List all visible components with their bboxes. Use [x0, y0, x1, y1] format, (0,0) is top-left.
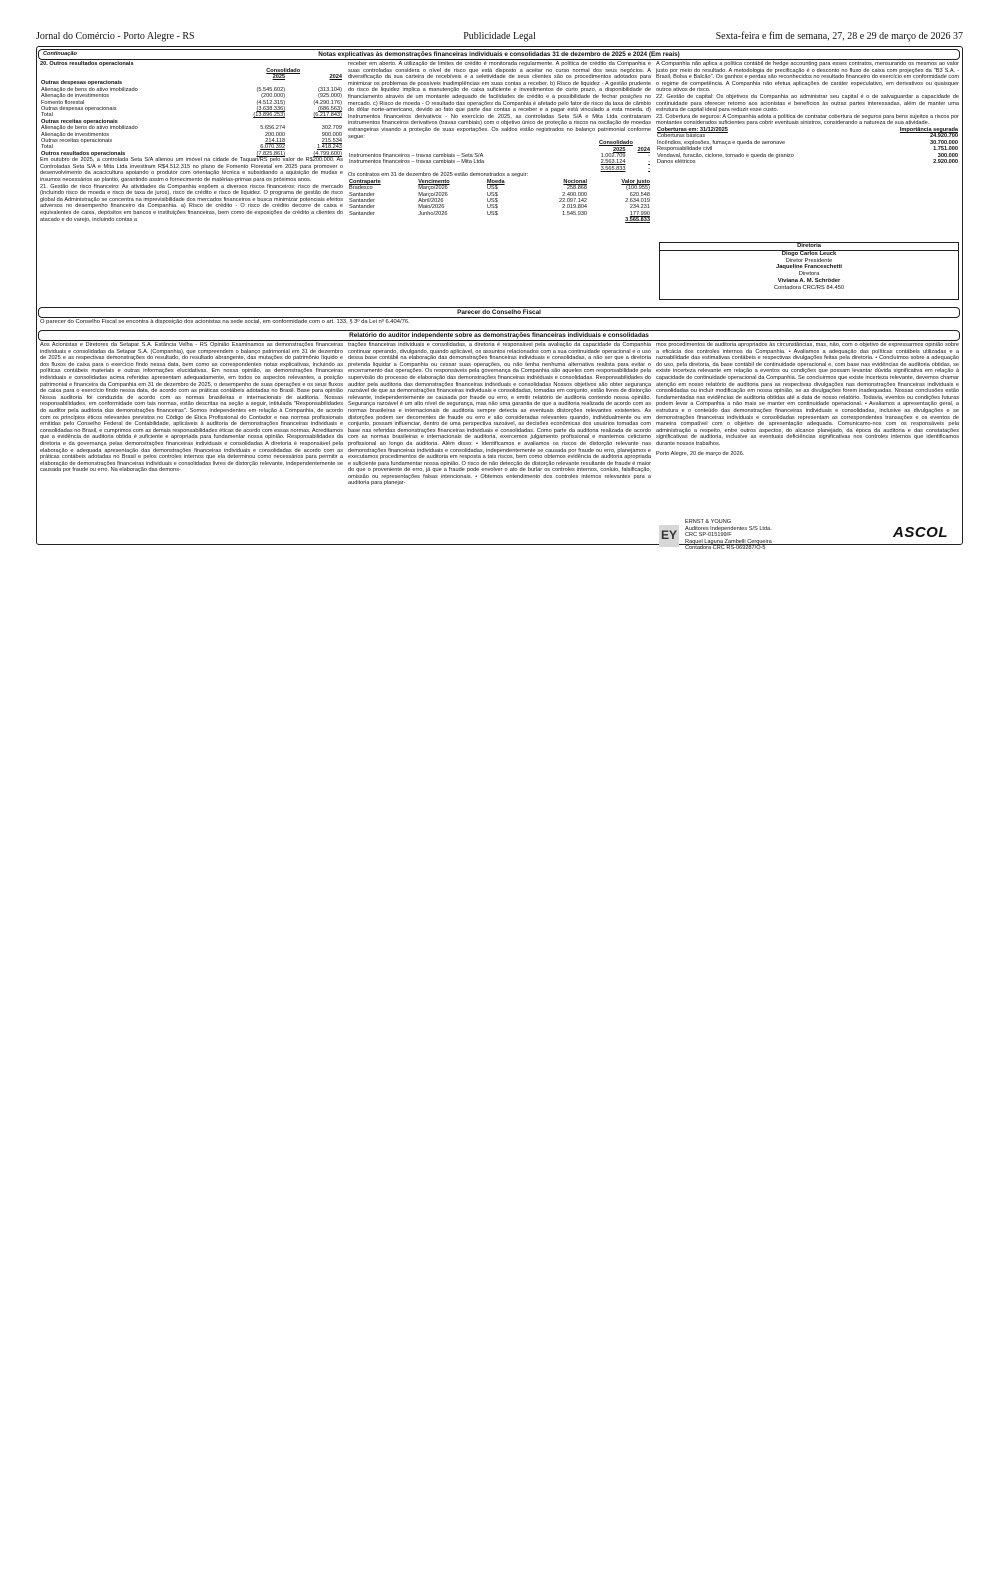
table-row: Instrumentos financeiros – travas cambiais – Seta S/A 1.002.709 -: [349, 152, 650, 159]
director-3-name: Viviana A. M. Schröder: [777, 277, 841, 284]
table-row: Incêndios, explosões, fumaça e queda de aeronave 30.700.000: [657, 139, 958, 146]
contracts-table: Contraparte Vencimento Moeda Nocional Valor justo Bradesco Março/2026 US$ 258.868 (100.955) Santander Março/2026 US$ 2.400.000 620.548 Santander Abril/2026 US$ 22.097.142 2.634.019 Santander Maio/2026 US$ 2.019.804 234.231 Santander Junho/2026 US$ 1.545.930 177.990 3.565.833: [349, 178, 650, 224]
auditor-signature: [685, 519, 845, 552]
year-2025-header: 2025: [272, 74, 286, 80]
auditor-firm-full: Auditores Independentes S/S Ltda.: [685, 525, 772, 532]
audit-report-title: Relatório do auditor independente sobre as demonstrações financeiras individuais e consolidadas: [349, 332, 649, 339]
notes-column-2: [348, 61, 651, 224]
running-header: [36, 30, 963, 44]
audit-text-1: Aos Acionistas e Diretores da Setapar S.A. Estância Velha - RS Opinião Examinamos as demonstrações financeiras individuais e consolidadas da Setapar S.A. (Companhia), que compreendem o balanço patrimonial em 31 de dezembro de 2025 e as respectivas demonstrações do resultado, do resultado abrangente, das mutações do patrimônio líquido e dos fluxos de caixa para o exercício findo nessa data, bem como as correspondentes notas explicativas, incluindo as políticas contábeis materiais e outras informações elucidativas. Em nossa opinião, as demonstrações financeiras individuais e consolidadas acima referidas apresentam adequadamente, em todos os aspectos relevantes, a posição patrimonial e financeira da Companhia em 31 de dezembro de 2025, o desempenho de suas operações e os seus fluxos de caixa para o exercício findo nessa data, de acordo com as práticas contábeis adotadas no Brasil. Base para opinião Nossa auditoria foi conduzida de acordo com as normas brasileiras e internacionais de auditoria. Nossas responsabilidades, em conformidade com tais normas, estão descritas na seção a seguir, intitulada "Responsabilidades do auditor pela auditoria das demonstrações financeiras". Somos independentes em relação à Companhia, de acordo com os princípios éticos relevantes previstos no Código de Ética Profissional do Contador e nas normas profissionais emitidas pelo Conselho Federal de Contabilidade, aplicáveis à auditoria de demonstrações financeiras individuais e consolidadas no Brasil, e cumprimos com as demais responsabilidades éticas de acordo com essas normas. Acreditamos que a evidência de auditoria obtida é suficiente e apropriada para fundamentar nossa opinião. Responsabilidades da diretoria e da governança pelas demonstrações financeiras individuais e consolidadas A diretoria é responsável pela elaboração e adequada apresentação das demonstrações financeiras individuais e consolidadas de acordo com as práticas contábeis adotadas no Brasil e pelos controles internos que ela determinou como necessários para permitir a elaboração de demonstrações financeiras individuais e consolidadas livres de distorção relevante, independentemente se causada por fraude ou erro. Na elaboração das demons-: [40, 342, 343, 474]
directors-box: [659, 242, 959, 300]
place-date: Porto Alegre, 20 de março de 2026.: [656, 450, 745, 457]
table-row: Total (13.896.253) (6.217.843): [41, 112, 342, 119]
director-2-role: Diretora: [798, 271, 820, 278]
note20-paragraph: Em outubro de 2025, a controlada Seta S/A alienou um imóvel na cidade de Taquari/RS pelo valor de R$200.000. As Controladas Seta S/A e Mita Ltda investiram R$4.512.315 no plano de Fomento Florestal em 2025 para promover o desenvolvimento da acacicultura apoiando o produtor com orientação técnica e subsidiando a aquisição de mudas e insumos necessários ao plantio, garantindo assim o fornecimento de matérias-primas para os próximos anos.: [40, 157, 343, 184]
table-row: Total 6.070.392 1.418.243: [41, 144, 342, 151]
director-1-role: Diretor Presidente: [785, 257, 833, 264]
contracts-total: 3.565.833: [625, 217, 650, 224]
table-row: Alienação de investimentos 200.000 900.000: [41, 131, 342, 138]
newspaper-name: Jornal do Comércio - Porto Alegre - RS: [36, 31, 195, 42]
note21-paragraph: 21. Gestão de risco financeiro: As atividades da Companhia expõem a diversos riscos financeiros: risco de mercado (incluindo risco de moeda e risco de taxa de juros), risco de crédito e risco de liquidez. O programa de gestão de risco global da Administração se concentra na imprevisibilidade dos mercados financeiros e busca minimizar potenciais efeitos adversos no desempenho financeiro da Companhia. a) Risco de crédito - O risco de crédito decorre de caixa e equivalentes de caixa, depósitos em bancos e instituições financeiras, bem como de exposições de crédito a clientes do atacado e do varejo, incluindo contas a: [40, 183, 343, 223]
hedge-paragraph: A Companhia não aplica a política contábil de hedge accounting para esses contratos, mensurando os mesmos ao valor justo por meio do resultado. A metodologia de precificação é o desconto no fluxo de caixa com projeções da "B3 S.A. - Brasil, Bolsa e Balcão". Os ganhos e perdas são reconhecidos no resultado financeiro do exercício em conformidade com o regime de competência. A Companhia não efetua aplicações de caráter especulativo, em derivativos ou quaisquer outros ativos de risco.: [656, 61, 959, 94]
insurance-coverage-table: Coberturas em: 31/12/2025 Importância segurada Coberturas básicas 24.920.700 Incêndios, explosões, fumaça e queda de aeronave 30.700.000 Responsabilidade civil 1.751.000 Vendaval, furacão, ciclone, tornado e queda de granizo 300.000 Danos elétricos 2.920.000: [657, 126, 958, 165]
table-row: Santander Março/2026 US$ 2.400.000 620.548: [349, 191, 650, 198]
audit-column-1: [40, 342, 343, 474]
director-1-name: Diogo Carlos Leuck: [781, 250, 837, 257]
risk-paragraph: receber em aberto. A utilização de limites de crédito é monitorada regularmente. A política de crédito da Companhia e suas controladas considera o nível de risco que está disposto a aceitar no curso normal dos seus negócios. A diversificação da sua carteira de recebíveis e a seletividade de seus clientes são os procedimentos adotados para minimizar os problemas de possíveis inadimplências em suas contas a receber. b) Risco de liquidez - A gestão prudente do risco de liquidez implica a manutenção de caixa suficiente e investimentos de curto prazo, a disponibilidade de financiamento através de um montante adequado de facilidades de crédito e a possibilidade de fechar posições no mercado. c) Risco de moeda - O resultado das operações da Companhia é afetado pelo fator de risco da taxa de câmbio do dólar norte-americano, devido ao fato que parte das contas a receber e a pagar está vinculado a esta moeda. d) Instrumentos financeiros derivativos - No exercício de 2025, as controladas Seta S/A e Mita Ltda contrataram instrumentos financeiros derivativos (travas cambiais) com o objetivo único de proteção a riscos na oscilação de moedas estrangeiras visando a proteção de suas exportações. Os saldos estão registrados no balanço patrimonial conforme segue:: [348, 61, 651, 140]
table-row: Outras despesas operacionais (3.638.336) (686.563): [41, 106, 342, 113]
table-row: Alienação de bens do ativo imobilizado (5.545.602) (313.104): [41, 86, 342, 93]
notes-column-3: [656, 61, 959, 165]
revenues-head: Outras receitas operacionais: [41, 118, 118, 125]
note22-paragraph: 22. Gestão de capital: Os objetivos da Companhia ao administrar seu capital é o de salvaguardar a capacidade de continuidade para oferecer retorno aos acionistas e benefícios às outras partes interessadas, além de manter uma estrutura de capital ideal para reduzir esse custo.: [656, 93, 959, 114]
consolidado-header: Consolidado: [266, 67, 301, 74]
expenses-head: Outras despesas operacionais: [41, 80, 123, 87]
audit-text-3: mos procedimentos de auditoria apropriados às circunstâncias, mas, não, com o objetivo de expressarmos opinião sobre a eficácia dos controles internos da Companhia. • Avaliamos a adequação das políticas contábeis utilizadas e a razoabilidade das estimativas contábeis e respectivas divulgações feitas pela diretoria. • Concluímos sobre a adequação do uso, pela diretoria, da base contábil de continuidade operacional e, com base nas evidências de auditoria obtidas, se existe incerteza relevante em relação a eventos ou condições que possam levantar dúvida significativa em relação à capacidade de continuidade operacional da Companhia. Se concluirmos que existe incerteza relevante, devemos chamar atenção em nosso relatório de auditoria para as respectivas divulgações nas demonstrações financeiras individuais e consolidadas ou incluir modificação em nossa opinião, se as divulgações forem inadequadas. Nossas conclusões estão fundamentadas nas evidências de auditoria obtidas até a data de nosso relatório. Todavia, eventos ou condições futuras podem levar a Companhia a não mais se manter em continuidade operacional. • Avaliamos a apresentação geral, a estrutura e o conteúdo das demonstrações financeiras individuais e consolidadas, inclusive as divulgações e se demonstrações financeiras individuais e consolidadas representam as correspondentes transações e os eventos de maneira compatível com o objetivo de apresentação adequada. Comunicamo-nos com os responsáveis pela administração a respeito, entre outros aspectos, do alcance planejado, da época da auditoria e das constatações significativas de auditoria, inclusive as eventuais deficiências significativas nos controles internos que identificamos durante nossos trabalhos.: [656, 342, 959, 447]
table-row: Santander Junho/2026 US$ 1.545.930 177.990: [349, 210, 650, 217]
table-row: Instrumentos financeiros – travas cambiais – Mita Ltda 2.563.124 -: [349, 159, 650, 166]
other-operating-results-table: [40, 68, 343, 158]
table-row: Santander Abril/2026 US$ 22.097.142 2.634.019: [349, 197, 650, 204]
table-row: Fomento florestal (4.512.315) (4.290.176): [41, 99, 342, 106]
continuation-tag: Continuação: [43, 51, 77, 57]
table-row: Alienação de bens do ativo imobilizado 5.656.274 302.709: [41, 125, 342, 132]
table-row: Santander Maio/2026 US$ 2.019.804 234.231: [349, 204, 650, 211]
contracts-intro: Os contratos em 31 de dezembro de 2025 estão demonstrados a seguir:: [348, 172, 529, 179]
audit-column-3: [656, 342, 959, 457]
notes-title: Notas explicativas às demonstrações financeiras individuais e consolidadas 31 de dezembro de 2025 e 2024 (Em reais): [318, 51, 680, 58]
table-row: Danos elétricos 2.920.000: [657, 158, 958, 165]
table-row: Bradesco Março/2026 US$ 258.868 (100.955): [349, 185, 650, 192]
auditor-firm: ERNST & YOUNG: [685, 519, 732, 525]
year-2024-header: 2024: [329, 74, 342, 80]
issue-date-page: Sexta-feira e fim de semana, 27, 28 e 29 de março de 2026 37: [715, 31, 963, 42]
table-row: Outras receitas operacionais 214.118 215.534: [41, 138, 342, 145]
audit-text-2: trações financeiras individuais e consolidadas, a diretoria é responsável pela avaliação da capacidade da Companhia continuar operando, divulgando, quando aplicável, os assuntos relacionados com a sua continuidade operacional e o uso dessa base contábil na elaboração das demonstrações financeiras individuais e consolidadas, a não ser que a diretoria pretenda liquidar a Companhia ou cessar suas operações, ou não tenha nenhuma alternativa realista para evitar o encerramento das operações. Os responsáveis pela governança da Companhia são aqueles com responsabilidade pela supervisão do processo de elaboração das demonstrações financeiras individuais e consolidadas. Responsabilidades do auditor pela auditoria das demonstrações financeiras individuais e consolidadas Nossos objetivos são obter segurança razoável de que as demonstrações financeiras individuais e consolidadas, tomadas em conjunto, estão livres de distorção relevante, independentemente se causada por fraude ou erro, e emitir relatório de auditoria contendo nossa opinião. Segurança razoável é um alto nível de segurança, mas não uma garantia de que a auditoria realizada de acordo com as normas brasileiras e internacionais de auditoria sempre detecta as eventuais distorções relevantes existentes. As distorções podem ser decorrentes de fraude ou erro e são consideradas relevantes quando, individualmente ou em conjunto, possam influenciar, dentro de uma perspectiva razoável, as decisões econômicas dos usuários tomadas com base nas referidas demonstrações financeiras individuais e consolidadas. Como parte da auditoria realizada de acordo com as normas brasileiras e internacionais de auditoria, exercemos julgamento profissional e mantemos ceticismo profissional ao longo da auditoria. Além disso: • Identificamos e avaliamos os riscos de distorção relevante nas demonstrações financeiras individuais e consolidadas, independentemente se causada por fraude ou erro, planejamos e executamos procedimentos de auditoria em resposta a tais riscos, bem como obtemos evidência de auditoria apropriada e suficiente para fundamentar nossa opinião. O risco de não detecção de distorção relevante resultante de fraude é maior do que o proveniente de erro, já que a fraude pode envolver o ato de burlar os controles internos, conluio, falsificação, omissão ou representações falsas intencionais. • Obtemos entendimento dos controles internos relevantes para a auditoria para planejar-: [348, 342, 651, 487]
table-row: 3.565.833 -: [600, 165, 650, 172]
partner-name: Raquel Laguna Zambelli Cerqueira: [685, 538, 772, 545]
section-name: Publicidade Legal: [463, 31, 536, 42]
ey-logo: EY: [659, 525, 679, 547]
table-row: Vendaval, furacão, ciclone, tornado e queda de granizo 300.000: [657, 152, 958, 159]
auditor-crc: CRC SP-015199/F: [685, 532, 732, 539]
audit-column-2: [348, 342, 651, 487]
fiscal-council-bar: [38, 307, 960, 318]
table-row: Outros resultados operacionais (7.825.861) (4.799.600): [41, 150, 342, 157]
director-3-role: Contadora CRC/RS 84.450: [773, 284, 845, 291]
ascol-logo: ASCOL: [893, 524, 948, 541]
director-2-name: Jaqueline Franceschetti: [775, 264, 843, 271]
derivatives-balance-table: Consolidado 2025 2024 Instrumentos financeiros – travas cambiais – Seta S/A 1.002.709 - Instrumentos financeiros – travas cambiais – Mita Ltda 2.563.124 - 3.565.833 -: [349, 140, 650, 172]
note23-paragraph: 23. Cobertura de seguros: A Companhia adota a política de contratar cobertura de seguros para bens sujeitos a riscos por montantes considerados suficientes para cobrir eventuais sinistros, considerando a natureza de sua atividade.: [656, 113, 959, 127]
directors-title: Diretoria: [660, 243, 958, 251]
newspaper-page: [36, 30, 963, 552]
notes-column-1: [40, 61, 343, 223]
partner-crc: Contadora CRC RS-069287/O-5: [685, 545, 766, 552]
fiscal-council-text: O parecer do Conselho Fiscal se encontra à disposição dos acionistas na sede social, em conformidade com o art. 133, § 3º da Lei nº 6.404/76.: [40, 319, 410, 325]
table-row: Responsabilidade civil 1.751.000: [657, 146, 958, 153]
notes-title-bar: [38, 49, 960, 60]
audit-report-bar: [38, 330, 960, 341]
table-row: Alienação de investimentos (200.000) (925.000): [41, 93, 342, 100]
legal-notice-frame: [36, 46, 963, 552]
table-row: Coberturas básicas 24.920.700: [657, 133, 958, 140]
note20-title: 20. Outros resultados operacionais: [40, 61, 134, 67]
fiscal-council-title: Parecer do Conselho Fiscal: [457, 309, 541, 316]
